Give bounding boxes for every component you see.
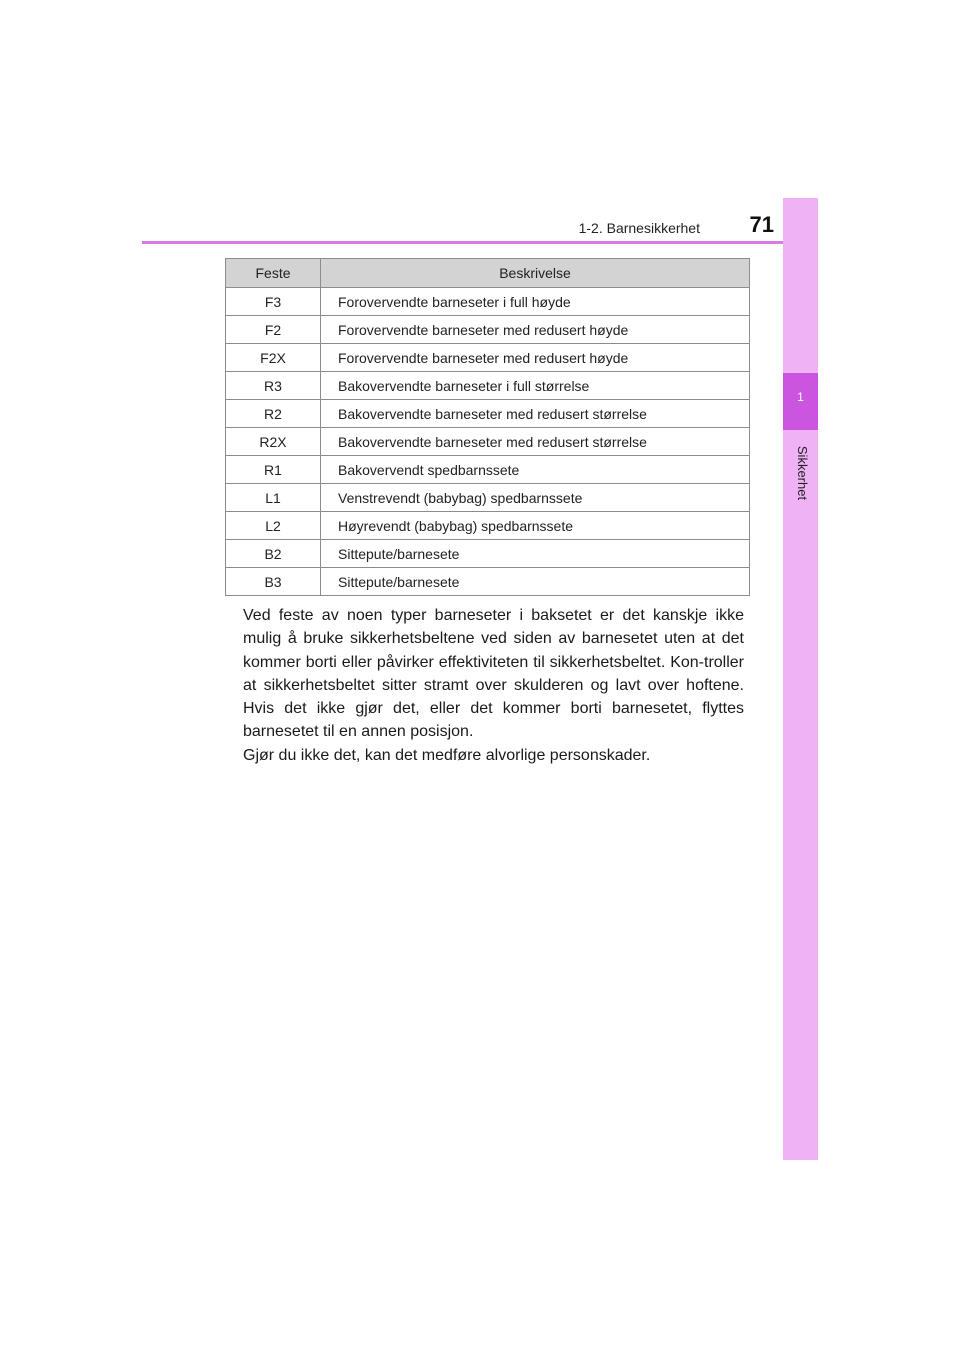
table-row bbox=[226, 344, 750, 372]
fixture-description: Bakovervendt spedbarnssete bbox=[321, 456, 750, 484]
fixture-code: F3 bbox=[226, 288, 321, 316]
warning-paragraph: Ved feste av noen typer barneseter i baksetet er det kanskje ikke mulig å bruke sikkerhetsbeltene ved siden av barnesetet uten at det kommer borti eller påvirker effektiviteten til sikkerhetsbeltet. Kon-troller at sikkerhetsbeltet sitter stramt over skulderen og lavt over hoftene. Hvis det ikke gjør det, eller det kommer borti barnesetet, flyttes barnesetet til en annen posisjon. bbox=[243, 607, 744, 741]
page-number: 71 bbox=[749, 212, 774, 237]
chapter-title: Sikkerhet bbox=[795, 445, 810, 501]
chapter-side-tab bbox=[783, 198, 818, 1160]
fixture-description: Bakovervendte barneseter med redusert størrelse bbox=[321, 400, 750, 428]
table-row bbox=[226, 400, 750, 428]
fixture-code: B2 bbox=[226, 540, 321, 568]
fixture-code: F2X bbox=[226, 344, 321, 372]
fixture-description: Bakovervendte barneseter med redusert størrelse bbox=[321, 428, 750, 456]
fixture-description: Bakovervendte barneseter i full størrelse bbox=[321, 372, 750, 400]
section-title: 1-2. Barnesikkerhet bbox=[578, 220, 700, 236]
fixture-code: R2 bbox=[226, 400, 321, 428]
chapter-number: 1 bbox=[797, 390, 804, 404]
fixture-description: Forovervendte barneseter med redusert høyde bbox=[321, 344, 750, 372]
table-row bbox=[226, 568, 750, 596]
fixture-description: Sittepute/barnesete bbox=[321, 568, 750, 596]
fixture-description: Venstrevendt (babybag) spedbarnssete bbox=[321, 484, 750, 512]
fixture-description: Høyrevendt (babybag) spedbarnssete bbox=[321, 512, 750, 540]
fixture-description: Sittepute/barnesete bbox=[321, 540, 750, 568]
table-row bbox=[226, 372, 750, 400]
table-row bbox=[226, 456, 750, 484]
fixture-code: R1 bbox=[226, 456, 321, 484]
fixture-code: L1 bbox=[226, 484, 321, 512]
warning-text bbox=[243, 604, 744, 767]
fixture-code: F2 bbox=[226, 316, 321, 344]
column-header-beskrivelse: Beskrivelse bbox=[321, 259, 750, 288]
seat-fixture-table bbox=[225, 258, 750, 596]
table-row bbox=[226, 316, 750, 344]
header-rule bbox=[142, 241, 818, 244]
table-row bbox=[226, 512, 750, 540]
fixture-description: Forovervendte barneseter med redusert høyde bbox=[321, 316, 750, 344]
table-row bbox=[226, 540, 750, 568]
fixture-code: R2X bbox=[226, 428, 321, 456]
fixture-code: R3 bbox=[226, 372, 321, 400]
fixture-description: Forovervendte barneseter i full høyde bbox=[321, 288, 750, 316]
fixture-code: L2 bbox=[226, 512, 321, 540]
warning-consequence: Gjør du ikke det, kan det medføre alvorlige personskader. bbox=[243, 746, 651, 764]
table-row bbox=[226, 428, 750, 456]
table-row bbox=[226, 288, 750, 316]
table-row bbox=[226, 484, 750, 512]
fixture-code: B3 bbox=[226, 568, 321, 596]
column-header-feste: Feste bbox=[226, 259, 321, 288]
table-header-row bbox=[226, 259, 750, 288]
